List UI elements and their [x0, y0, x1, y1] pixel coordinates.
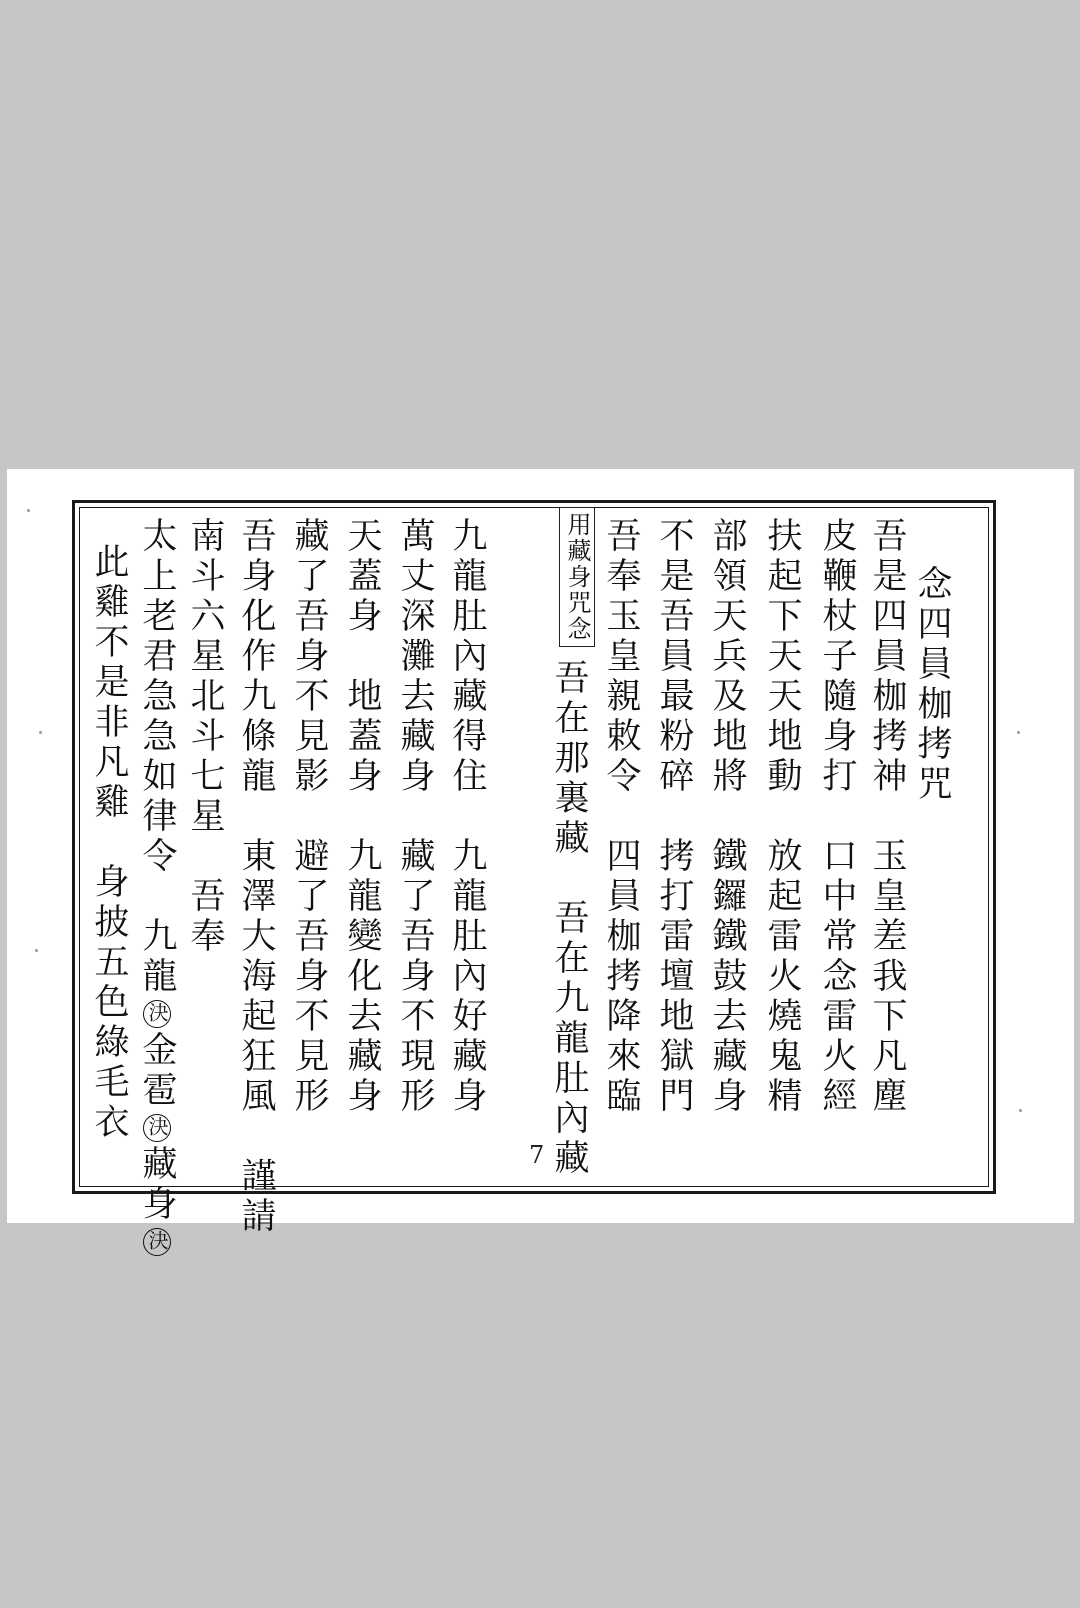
- text-column-6: 吾奉玉皇親敕令 四員枷拷降來臨: [601, 517, 641, 1117]
- scan-speck: [35, 949, 38, 952]
- text-column-7: 吾在那裏藏 吾在九龍肚內藏: [549, 659, 589, 1179]
- text-column-5: 不是吾員最粉碎 拷打雷壇地獄門: [654, 517, 694, 1117]
- circled-mark: 決: [145, 1115, 169, 1141]
- text-column-4: 部領天兵及地將 鐵鑼鐵鼓去藏身: [707, 517, 747, 1117]
- section-heading-box: 用藏身咒念: [559, 507, 595, 647]
- text-column-9: 萬丈深灘去藏身 藏了吾身不現形: [395, 517, 435, 1117]
- circled-mark: 決: [145, 1229, 169, 1255]
- text-column-8: 九龍肚內藏得住 九龍肚內好藏身: [447, 517, 487, 1117]
- page-title: 念四員枷拷咒: [912, 565, 952, 805]
- text-column-2: 皮鞭杖子隨身打 口中常念雷火經: [817, 517, 857, 1117]
- text-column-12: 吾身化作九條龍 東澤大海起狂風 謹請: [236, 517, 276, 1237]
- scan-speck: [27, 509, 30, 512]
- text-column-14-mid: 金雹: [137, 1031, 177, 1111]
- text-column-15: 此雞不是非凡雞 身披五色綠毛衣: [89, 543, 129, 1143]
- text-column-11: 藏了吾身不見影 避了吾身不見形: [289, 517, 329, 1117]
- text-column-10: 天蓋身 地蓋身 九龍變化去藏身: [342, 517, 382, 1117]
- text-column-14: [137, 517, 177, 1259]
- document-page: [7, 469, 1074, 1255]
- text-column-13: 南斗六星北斗七星 吾奉: [185, 517, 225, 957]
- text-column-14-head: 太上老君急急如律令 九龍: [137, 517, 177, 997]
- scan-speck: [39, 731, 42, 734]
- circled-mark: 決: [145, 1001, 169, 1027]
- page-number: 7: [529, 1141, 545, 1169]
- scan-speck: [1017, 731, 1020, 734]
- scan-speck: [1019, 1109, 1022, 1112]
- text-column-1: 吾是四員枷拷神 玉皇差我下凡塵: [867, 517, 907, 1117]
- text-column-14-tail: 藏身: [137, 1145, 177, 1225]
- text-column-3: 扶起下天天地動 放起雷火燒鬼精: [762, 517, 802, 1117]
